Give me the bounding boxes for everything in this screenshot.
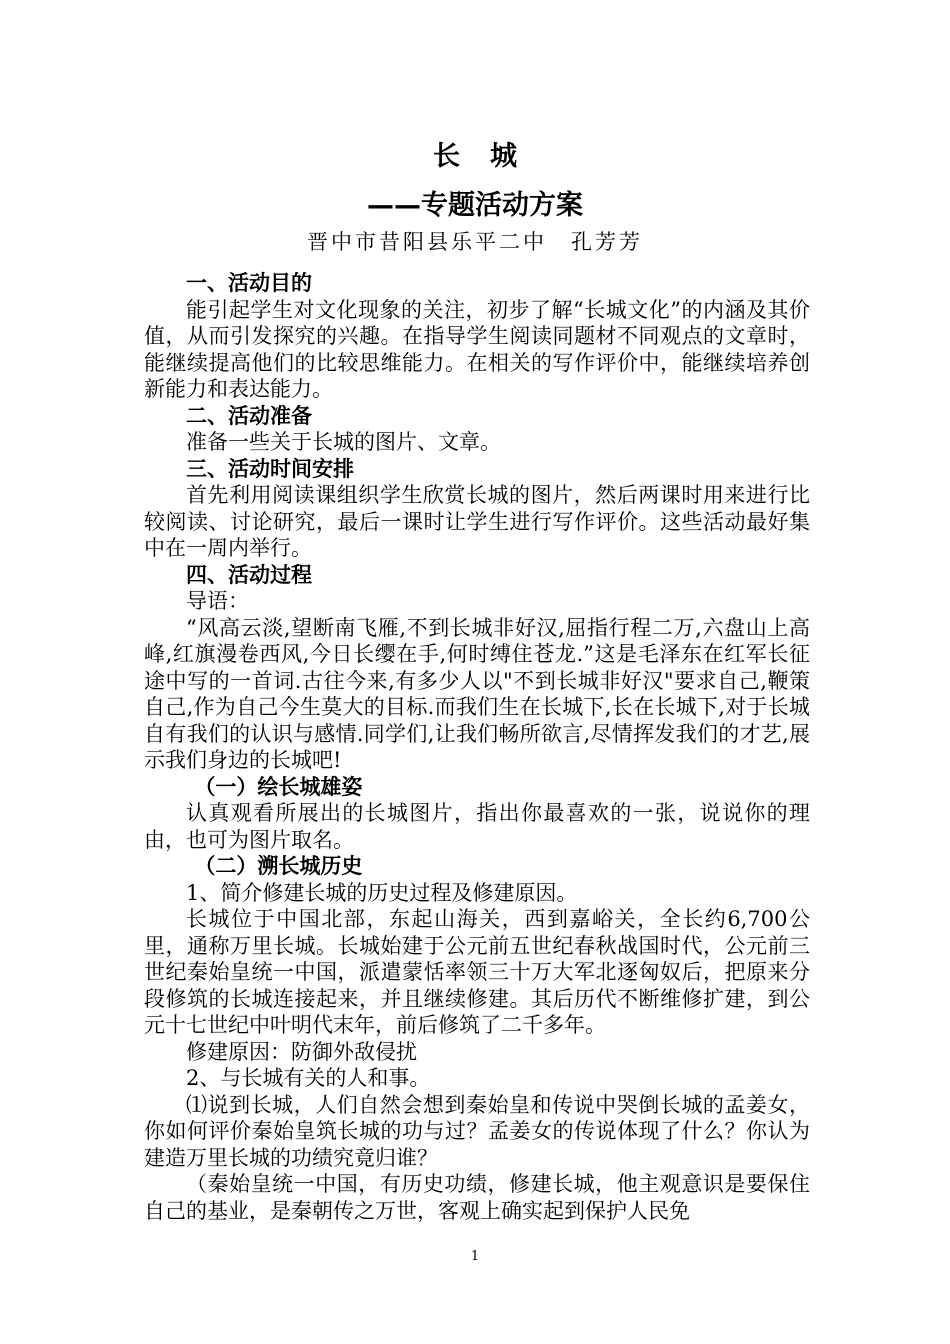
body-paragraph: 2、与长城有关的人和事。 <box>186 1066 431 1090</box>
document-title: 长城 <box>433 141 547 172</box>
body-paragraph: 导语： <box>186 589 249 613</box>
body-paragraph: 认真观看所展出的长城图片，指出你最喜欢的一张，说说你的理由，也可为图片取名。 <box>144 801 810 852</box>
document-subtitle: ——专题活动方案 <box>367 190 583 221</box>
document-body <box>144 270 810 1224</box>
body-paragraph: 长城位于中国北部，东起山海关，西到嘉峪关，全长约6,700公里，通称万里长城。长城始建于公元前五世纪春秋战国时代，公元前三世纪秦始皇统一中国，派遣蒙恬率领三十万大军北逐匈奴后，把原来分段修筑的长城连接起来，并且继续修建。其后历代不断维修扩建，到公元十七世纪中叶明代末年，前后修筑了二千多年。 <box>144 907 810 1037</box>
body-paragraph: 能引起学生对文化现象的关注，初步了解“长城文化”的内涵及其价值，从而引发探究的兴趣。在指导学生阅读同题材不同观点的文章时，能继续提高他们的比较思维能力。在相关的写作评价中，能继续培养创新能力和表达能力。 <box>144 297 810 401</box>
page-number: 1 <box>470 1249 480 1264</box>
section-heading: 二、活动准备 <box>186 403 312 428</box>
section-heading: （二）溯长城历史 <box>194 854 363 878</box>
body-paragraph: 修建原因：防御外敌侵扰 <box>186 1039 417 1064</box>
section-heading: 一、活动目的 <box>186 271 312 295</box>
body-paragraph: “风高云淡,望断南飞雁,不到长城非好汉,屈指行程二万,六盘山上高峰,红旗漫卷西风,今日长缨在手,何时缚住苍龙.”这是毛泽东在红军长征途中写的一首词.古往今来,有多少人以"不到长城非好汉"要求自己,鞭策自己,作为自己今生莫大的目标.而我们生在长城下,长在长城下,对于长城自有我们的认识与感情.同学们,让我们畅所欲言,尽情挥发我们的才艺,展示我们身边的长城吧! <box>144 615 810 772</box>
body-paragraph: （秦始皇统一中国，有历史功绩，修建长城，他主观意识是要保住自己的基业，是秦朝传之万世，客观上确实起到保护人民免 <box>144 1172 810 1223</box>
body-paragraph: 准备一些关于长城的图片、文章。 <box>186 430 501 454</box>
author-line: 晋中市昔阳县乐平二中 孔芳芳 <box>307 230 643 254</box>
body-paragraph: 1、简介修建长城的历史过程及修建原因。 <box>186 880 578 905</box>
section-heading: 四、活动过程 <box>186 562 312 587</box>
body-paragraph: ⑴说到长城，人们自然会想到秦始皇和传说中哭倒长城的孟姜女，你如何评价秦始皇筑长城的功与过？孟姜女的传说体现了什么？你认为建造万里长城的功绩究竟归谁？ <box>144 1092 810 1170</box>
section-heading: （一）绘长城雄姿 <box>194 774 363 799</box>
section-heading: 三、活动时间安排 <box>186 456 354 481</box>
body-paragraph: 首先利用阅读课组织学生欣赏长城的图片，然后两课时用来进行比较阅读、讨论研究，最后一课时让学生进行写作评价。这些活动最好集中在一周内举行。 <box>144 483 810 560</box>
